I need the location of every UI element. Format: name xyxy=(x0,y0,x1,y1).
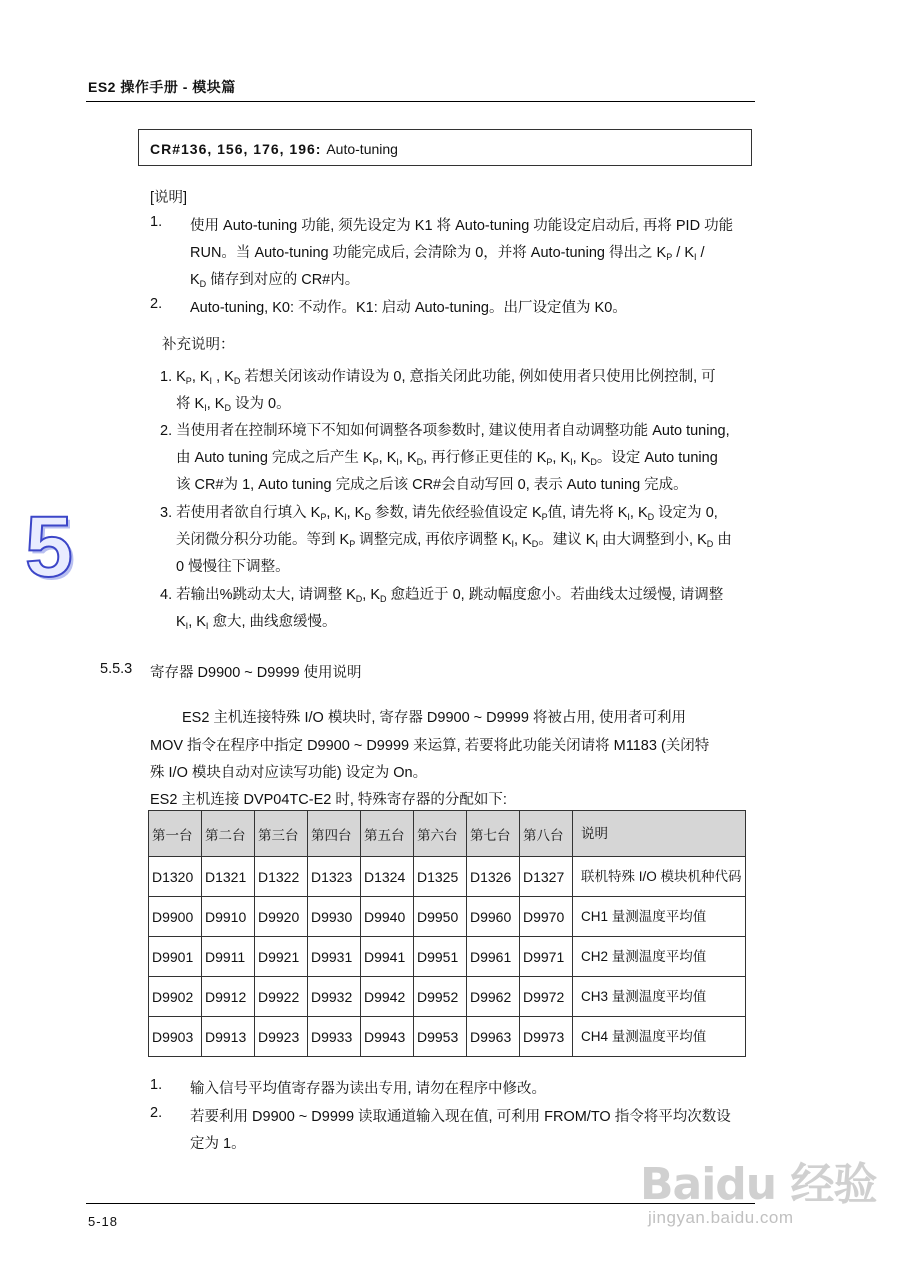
table-cell: D9973 xyxy=(520,1017,573,1057)
table-cell: D1320 xyxy=(149,857,202,897)
table-header-row xyxy=(149,811,746,857)
table-header-cell: 第五台 xyxy=(361,811,414,857)
cr-register-label xyxy=(150,141,398,157)
supplement-item-1-line1: 1. $K_P$, $K_I$ , $K_D$ 若想关闭该动作请设为 0, 意指关闭此功能, 例如使用者只使用比例控制, 可 xyxy=(160,369,716,386)
table-cell: D9922 xyxy=(255,977,308,1017)
note-2-text: 若要利用 D9900 ~ D9999 读取通道输入现在值, 可利用 FROM/TO 指令将平均次数设 xyxy=(190,1109,731,1125)
table-cell: D9950 xyxy=(414,897,467,937)
table-cell: D9923 xyxy=(255,1017,308,1057)
table-cell: D9902 xyxy=(149,977,202,1017)
table-cell: D9943 xyxy=(361,1017,414,1057)
explanation-item-1-line3: $K_D$ 储存到对应的 CR#内。 xyxy=(190,272,360,289)
supplement-item-4-line2: $K_I$, $K_I$ 愈大, 曲线愈缓慢。 xyxy=(176,614,337,631)
watermark-url: jingyan.baidu.com xyxy=(648,1208,794,1227)
table-cell: D9972 xyxy=(520,977,573,1017)
register-table xyxy=(148,810,746,1057)
explanation-item-2-line1: Auto-tuning, K0: 不动作。K1: 启动 Auto-tuning。出厂设定值为 K0。 xyxy=(190,300,627,316)
explanation-item-1-line1: 使用 Auto-tuning 功能, 须先设定为 K1 将 Auto-tuning 功能设定启动后, 再将 PID 功能 xyxy=(190,218,734,234)
table-cell: D9933 xyxy=(308,1017,361,1057)
table-cell: CH3 量测温度平均值 xyxy=(573,977,746,1017)
table-row xyxy=(149,1017,746,1057)
supplement-item-3-line3: 0 慢慢往下调整。 xyxy=(176,559,290,575)
footer-rule xyxy=(86,1203,755,1204)
page-number: 5-18 xyxy=(88,1214,119,1229)
table-cell: CH2 量测温度平均值 xyxy=(573,937,746,977)
explanation-heading: [说明] xyxy=(150,190,188,206)
table-cell: D1325 xyxy=(414,857,467,897)
table-cell: D1324 xyxy=(361,857,414,897)
table-header-cell: 说明 xyxy=(573,811,746,857)
table-header-cell: 第一台 xyxy=(149,811,202,857)
table-cell: 联机特殊 I/O 模块机种代码 xyxy=(573,857,746,897)
table-header-cell: 第六台 xyxy=(414,811,467,857)
table-header-cell: 第四台 xyxy=(308,811,361,857)
supplement-item-2-line3: 该 CR#为 1, Auto tuning 完成之后该 CR#会自动写回 0, 表示 Auto tuning 完成。 xyxy=(176,477,688,493)
explanation-item-1-line2: RUN。当 Auto-tuning 功能完成后, 会清除为 0，并将 Auto-tuning 得出之 $K_P / K_I$ / xyxy=(190,245,705,262)
table-cell: D9960 xyxy=(467,897,520,937)
table-cell: D9920 xyxy=(255,897,308,937)
table-cell: D9900 xyxy=(149,897,202,937)
table-cell: D9911 xyxy=(202,937,255,977)
table-cell: D9951 xyxy=(414,937,467,977)
baidu-logo-icon: Baidu 经验 xyxy=(640,1159,877,1210)
supplement-item-4-line1: 4. 若输出%跳动太大, 请调整 $K_D$, $K_D$ 愈趋近于 0, 跳动幅度愈小。若曲线太过缓慢, 请调整 xyxy=(160,587,724,604)
table-cell: D9910 xyxy=(202,897,255,937)
table-cell: D9921 xyxy=(255,937,308,977)
table-cell: D9912 xyxy=(202,977,255,1017)
supplement-heading: 补充说明： xyxy=(162,337,235,353)
supplement-item-3-line1: 3. 若使用者欲自行填入 $K_P$, $K_I$, $K_D$ 参数, 请先依经验值设定 $K_P$值, 请先将 $K_I$, $K_D$ 设定为 0, xyxy=(160,505,718,522)
table-cell: D9940 xyxy=(361,897,414,937)
table-cell: D9952 xyxy=(414,977,467,1017)
note-1-text: 输入信号平均值寄存器为读出专用, 请勿在程序中修改。 xyxy=(190,1081,547,1097)
table-cell: D9901 xyxy=(149,937,202,977)
supplement-item-1-line2: 将 $K_I$, $K_D$ 设为 0。 xyxy=(176,396,291,413)
table-cell: D9953 xyxy=(414,1017,467,1057)
supplement-item-2-line2: 由 Auto tuning 完成之后产生 $K_P$, $K_I$, $K_D$, 再行修正更佳的 $K_P$, $K_I$, $K_D$。设定 Auto tuning xyxy=(176,450,718,467)
table-cell: D9913 xyxy=(202,1017,255,1057)
section-paragraph-line1: ES2 主机连接特殊 I/O 模块时, 寄存器 D9900 ~ D9999 将被占用, 使用者可利用 xyxy=(182,710,686,726)
table-cell: D1326 xyxy=(467,857,520,897)
table-cell: CH1 量测温度平均值 xyxy=(573,897,746,937)
note-2-text-line2: 定为 1。 xyxy=(190,1136,246,1152)
table-cell: CH4 量测温度平均值 xyxy=(573,1017,746,1057)
table-cell: D9971 xyxy=(520,937,573,977)
section-paragraph-line2: MOV 指令在程序中指定 D9900 ~ D9999 来运算, 若要将此功能关闭请将 M1183 (关闭特 xyxy=(150,738,710,754)
header-title: ES2 操作手册 - 模块篇 xyxy=(88,79,236,95)
table-cell: D9931 xyxy=(308,937,361,977)
supplement-item-2-line1: 2. 当使用者在控制环境下不知如何调整各项参数时, 建议使用者自动调整功能 Auto tuning, xyxy=(160,423,730,439)
table-intro: ES2 主机连接 DVP04TC-E2 时, 特殊寄存器的分配如下: xyxy=(150,792,507,808)
table-cell: D9970 xyxy=(520,897,573,937)
table-cell: D1323 xyxy=(308,857,361,897)
chapter-number-marker: 5 xyxy=(25,499,73,595)
table-cell: D9962 xyxy=(467,977,520,1017)
table-header-cell: 第八台 xyxy=(520,811,573,857)
section-number: 5.5.3 xyxy=(100,661,133,677)
table-cell: D9961 xyxy=(467,937,520,977)
table-cell: D1321 xyxy=(202,857,255,897)
table-header-cell: 第七台 xyxy=(467,811,520,857)
table-cell: D9932 xyxy=(308,977,361,1017)
explanation-item-1-num: 1. xyxy=(150,214,163,230)
note-1-num: 1. xyxy=(150,1077,163,1093)
table-row xyxy=(149,857,746,897)
table-cell: D9941 xyxy=(361,937,414,977)
header-rule xyxy=(86,101,755,102)
section-title: 寄存器 D9900 ~ D9999 使用说明 xyxy=(150,665,362,681)
table-cell: D9930 xyxy=(308,897,361,937)
table-cell: D9903 xyxy=(149,1017,202,1057)
cr-numbers: CR#136, 156, 176, 196: xyxy=(150,141,322,157)
table-row xyxy=(149,977,746,1017)
supplement-item-3-line2: 关闭微分积分功能。等到 $K_P$ 调整完成, 再依序调整 $K_I$, $K_D$。建议 $K_I$ 由大调整到小, $K_D$ 由 xyxy=(176,532,732,549)
table-header-cell: 第三台 xyxy=(255,811,308,857)
table-cell: D1327 xyxy=(520,857,573,897)
table-row xyxy=(149,937,746,977)
cr-description: Auto-tuning xyxy=(326,141,398,157)
table-row xyxy=(149,897,746,937)
baidu-watermark xyxy=(640,1148,876,1228)
table-cell: D9963 xyxy=(467,1017,520,1057)
section-paragraph-line3: 殊 I/O 模块自动对应读写功能) 设定为 On。 xyxy=(150,765,428,781)
table-header-cell: 第二台 xyxy=(202,811,255,857)
explanation-item-2-num: 2. xyxy=(150,296,163,312)
cr-register-box xyxy=(138,129,752,166)
table-cell: D9942 xyxy=(361,977,414,1017)
table-cell: D1322 xyxy=(255,857,308,897)
note-2-num: 2. xyxy=(150,1105,163,1121)
